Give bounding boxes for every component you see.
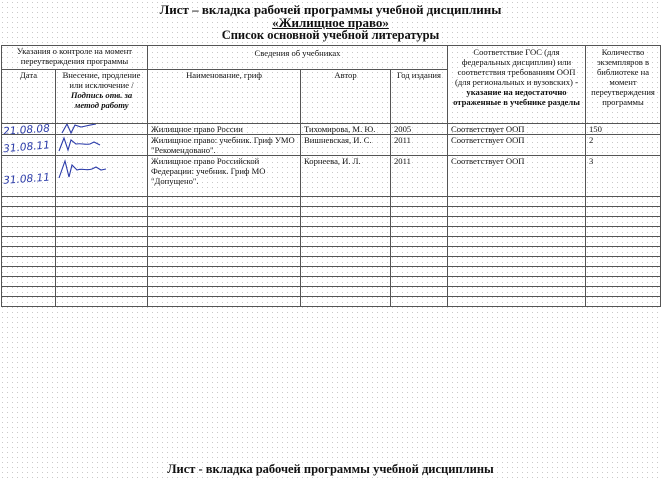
date-header: Дата: [2, 70, 56, 124]
author-header: Автор: [301, 70, 391, 124]
gos-compliance-text: Соответствие ГОС (для федеральных дисциплин) или соответствия требованиям ООП (для региональных и вузовских): [455, 47, 576, 87]
book-count: 150: [586, 124, 661, 135]
group-control-header: Указания о контроле на момент переутверждения программы: [2, 46, 148, 70]
empty-rows: [2, 197, 661, 307]
empty-row: [2, 277, 661, 287]
literature-table: [1, 45, 661, 307]
empty-row: [2, 267, 661, 277]
empty-row: [2, 247, 661, 257]
year-header: Год издания: [391, 70, 448, 124]
document-header: [0, 3, 661, 42]
empty-row: [2, 287, 661, 297]
empty-row: [2, 227, 661, 237]
book-compliance: Соответствует ООП: [448, 156, 586, 197]
change-signature-header: [56, 70, 148, 124]
empty-row: [2, 297, 661, 307]
handwritten-date: [2, 135, 56, 156]
book-year: 2011: [391, 135, 448, 156]
table-row: [2, 135, 661, 156]
empty-row: [2, 257, 661, 267]
handwritten-signature: [56, 135, 148, 156]
svg-text:21.08.08: 21.08.08: [2, 122, 51, 138]
svg-text:31.08.11: 31.08.11: [2, 171, 51, 187]
book-title: Жилищное право России: [148, 124, 301, 135]
header-row-groups: [2, 46, 661, 70]
table-row: [2, 156, 661, 197]
list-title: Список основной учебной литературы: [221, 28, 440, 42]
book-author: Тихомирова, М. Ю.: [301, 124, 391, 135]
gos-compliance-bold-text: - указание на недостаточно отраженные в учебнике разделы: [453, 77, 580, 107]
handwritten-date-drawing: [2, 156, 56, 197]
book-title: Жилищное право Российской Федерации: учебник. Гриф МО "Допущено".: [148, 156, 301, 197]
name-header: Наименование, гриф: [148, 70, 301, 124]
handwritten-signature: [56, 156, 148, 197]
signature-header-text: Подпись отв. за метод работу: [70, 90, 133, 110]
empty-row: [2, 217, 661, 227]
change-header-text: Внесение, продление или исключение /: [62, 70, 141, 90]
handwritten-date-drawing: [2, 122, 56, 138]
svg-text:31.08.11: 31.08.11: [2, 139, 51, 156]
signature-drawing: [56, 156, 148, 197]
book-author: Вишневская, И. С.: [301, 135, 391, 156]
group-books-header: Сведения об учебниках: [148, 46, 448, 70]
book-title: Жилищное право: учебник. Гриф УМО "Рекомендовано".: [148, 135, 301, 156]
table-row: [2, 124, 661, 135]
empty-row: [2, 197, 661, 207]
header-line-1: Лист – вкладка рабочей программы учебной дисциплины: [159, 2, 502, 17]
book-count: 3: [586, 156, 661, 197]
signature-drawing: [56, 135, 148, 155]
book-year: 2005: [391, 124, 448, 135]
footer-caption: Лист - вкладка рабочей программы учебной дисциплины: [167, 462, 494, 476]
book-count: 2: [586, 135, 661, 156]
book-author: Корнеева, И. Л.: [301, 156, 391, 197]
handwritten-date: [2, 122, 56, 138]
empty-row: [2, 207, 661, 217]
handwritten-date-drawing: [2, 135, 56, 155]
library-count-header: Количество экземпляров в библиотеке на момент переутверждения программы: [586, 46, 661, 124]
discipline-title: «Жилищное право»: [272, 15, 389, 30]
empty-row: [2, 237, 661, 247]
signature-drawing: [56, 124, 148, 134]
handwritten-signature: [56, 124, 148, 135]
handwritten-date: [2, 156, 56, 197]
book-year: 2011: [391, 156, 448, 197]
book-compliance: Соответствует ООП: [448, 124, 586, 135]
book-compliance: Соответствует ООП: [448, 135, 586, 156]
gos-compliance-header: [448, 46, 586, 124]
